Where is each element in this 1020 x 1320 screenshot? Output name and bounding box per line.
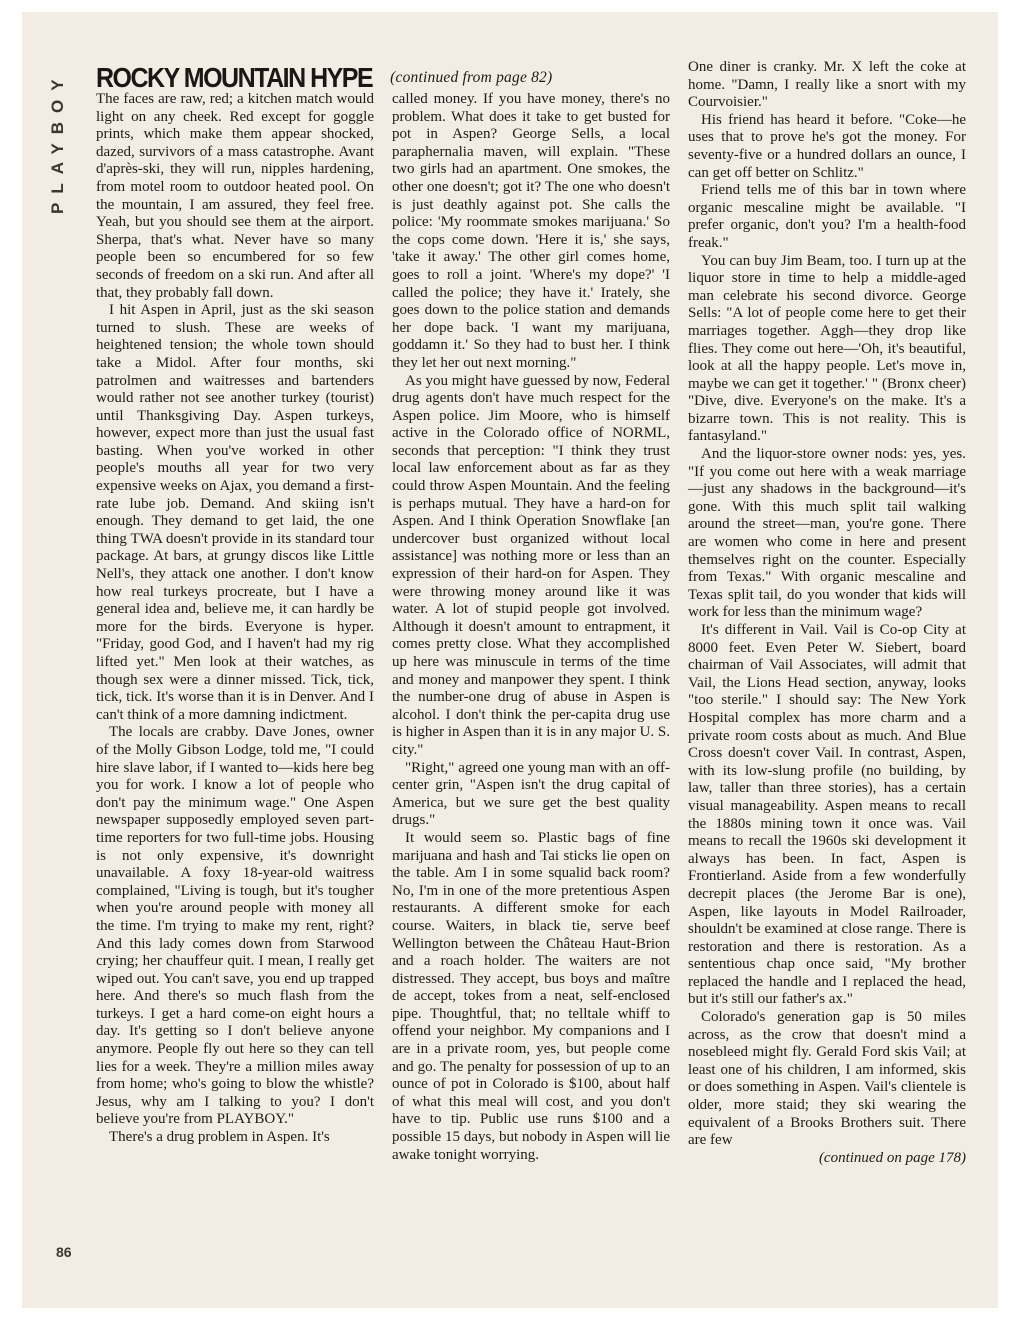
paragraph: Friend tells me of this bar in town where organic mescaline might be available. "I prefer organic, don't you? I'm a health-food freak." [688, 182, 966, 251]
magazine-vertical-title: PLAYBOY [48, 70, 67, 214]
text-column-3 [688, 59, 966, 1167]
paragraph: The faces are raw, red; a kitchen match would light on any cheek. Red except for goggle prints, which make them appear shocked, dazed, survivors of a mass catastrophe. Avant d'après-ski, they will run, nipples hardening, from motel room to outdoor heated pool. On the mountain, I am assured, they feel free. Yeah, but you should see them at the airport. Sherpa, that's what. Never have so many people been so encumbered for so few seconds of freedom on a ski run. And after all that, they probably fall down. [96, 91, 374, 301]
paragraph: His friend has heard it before. "Coke—he uses that to prove he's got the money. For seventy-five or a hundred dollars an ounce, I can get off better on Schlitz." [688, 111, 966, 181]
text-column-1 [96, 91, 374, 1147]
continued-from-note: (continued from page 82) [390, 69, 553, 86]
paragraph: There's a drug problem in Aspen. It's [109, 1129, 330, 1146]
headline-row [96, 62, 553, 94]
page-number: 86 [56, 1244, 72, 1260]
paragraph: Colorado's generation gap is 50 miles across, as the crow that doesn't mind a nosebleed might fly. Gerald Ford skis Vail; at least one of his children, I am informed, skis or does something in Aspen. Vail's clientele is older, more staid; they ski wearing the equivalent of a Brooks Brothers suit. There are few [688, 1009, 966, 1149]
text-column-2 [392, 91, 670, 1164]
paragraph: And the liquor-store owner nods: yes, yes. "If you come out here with a weak marriage—just any shadows in the background—it's gone. With this much split tail walking around the street—man, you're gone. There are women who come in here and present themselves right on the counter. Especially from Texas." With organic mescaline and Texas split tail, do you wonder that kids will work for less than the minimum wage? [688, 446, 966, 621]
paragraph: It's different in Vail. Vail is Co-op City at 8000 feet. Even Peter W. Siebert, board chairman of Vail Associates, will admit that Vail, the Lions Head section, anyway, looks "too sterile." I should say: The New York Hospital complex has more charm and a private room costs about as much. And Blue Cross doesn't cover Vail. In contrast, Aspen, with its low-slung profile (no building, by law, taller than three stories), has a certain visual manageability. Aspen means to recall the 1880s mining town it once was. Vail means to recall the 1960s ski development it always has been. In fact, Aspen is Frontierland. Aside from a few wonderfully decrepit places (the Jerome Bar is one), Aspen, like layouts in Model Railroader, shouldn't be examined at close range. There is restoration and there is restoration. As a sententious chap once said, "My brother replaced the handle and I replaced the head, but it's still our father's ax." [688, 622, 966, 1008]
paragraph: You can buy Jim Beam, too. I turn up at the liquor store in time to help a middle-aged man celebrate his second divorce. George Sells: "A lot of people come here to get their marriages together. Aggh—they drop like flies. They come out here—'Oh, it's beautiful, look at all the happy people. Let's move in, maybe we can get it together.' " (Bronx cheer) "Dive, dive. Everyone's on the make. It's a bizarre town. This is not reality. This is fantasyland." [688, 252, 966, 445]
magazine-page [22, 12, 998, 1308]
paragraph: One diner is cranky. Mr. X left the coke at home. "Damn, I really like a snort with my Courvoisier." [688, 59, 966, 111]
paragraph: As you might have guessed by now, Federal drug agents don't have much respect for the Aspen police. Jim Moore, who is himself active in the Colorado office of NORML, seconds that perception: "I think they trust local law enforcement about as far as they could throw Aspen Mountain. And the feeling is perhaps mutual. They have a hard-on for Aspen. And I think Operation Snowflake [an undercover bust organized without local assistance] was nothing more or less than an expression of their hard-on for Aspen. They were throwing money around like it was water. A lot of stupid people got involved. Although it doesn't amount to entrapment, it comes pretty close. What they accomplished up here was minuscule in terms of the time and money and manpower they spent. I think the number-one drug of abuse in Aspen is alcohol. I don't think the per-capita drug use is higher in Aspen than it is in any major U. S. city." [392, 372, 670, 758]
paragraph: called money. If you have money, there's no problem. What does it take to get busted for pot in Aspen? George Sells, a local paraphernalia maven, will explain. "These two girls had an apartment. One smokes, the other one doesn't; got it? The one who doesn't is just deathly against pot. She calls the police: 'My roommate smokes marijuana.' So the cops come down. 'Here it is,' she says, 'take it away.' The other girl comes home, goes to roll a joint. 'Where's my dope?' 'I called the police; they have it.' Irately, she goes down to the police station and demands her dope back. 'I want my marijuana, goddamn it.' So they had to bust her. I think they let her out next morning." [392, 91, 670, 371]
continued-on-note: (continued on page 178) [818, 1149, 966, 1166]
paragraph: I hit Aspen in April, just as the ski season turned to slush. These are weeks of heightened tension; the whole town should take a Midol. After four months, ski patrolmen and waitresses and bartenders would rather not see another turkey (tourist) until Thanksgiving Day. Aspen turkeys, however, expect more than just the usual fast basting. When you've worked in other people's mouths all year for two very expensive weeks on Ajax, you demand a first-rate lube job. Demand. And skiing isn't enough. They demand to get laid, the one thing TWA doesn't provide in its standard tour package. At bars, at grungy discos like Little Nell's, they attack one another. I don't know how real turkeys procreate, but I have a general idea and, believe me, it can hardly be more for the birds. Everyone is hyper. "Friday, good God, and I haven't had my rig lifted yet." Men look at their watches, as though sex were a dinner missed. Tick, tick, tick, tick. It's worse than it is in Denver. And I can't think of a more damning indictment. [96, 302, 374, 723]
article-headline: ROCKY MOUNTAIN HYPE [96, 62, 373, 94]
paragraph: "Right," agreed one young man with an off-center grin, "Aspen isn't the drug capital of America, but we sure get the best quality drugs." [392, 759, 670, 829]
paragraph: The locals are crabby. Dave Jones, owner of the Molly Gibson Lodge, told me, "I could hire slave labor, if I wanted to—kids here beg you for work. I know a lot of people who don't pay the minimum wage." One Aspen newspaper supposedly employed seven part-time reporters for two full-time jobs. Housing is not only expensive, it's downright unavailable. A foxy 18-year-old waitress complained, "Living is tough, but it's tougher when you're around people with money all the time. I'm trying to make my rent, right? And this lady comes down from Starwood crying; her chauffeur quit. I mean, I really get wiped out. You can't save, you end up trapped here. And there's so much flash from the turkeys. I get a hard come-on eight hours a day. It's getting so I don't believe anyone anymore. People fly out here so they can tell lies for a week. They're a million miles away from home; who's going to blow the whistle? Jesus, why am I talking to you? I don't believe you're from PLAYBOY." [96, 724, 374, 1128]
paragraph: It would seem so. Plastic bags of fine marijuana and hash and Tai sticks lie open on the table. Am I in some squalid back room? No, I'm in one of the more pretentious Aspen restaurants. A different smoke for each course. Waiters, in black tie, serve beef Wellington between the Château Haut-Brion and a roach holder. The waiters are not distressed. They accept, bus boys and maître de accept, tokes from a neat, self-enclosed pipe. Thoughtful, that; no telltale whiff to offend your neighbor. My companions and I are in a private room, yes, but people come and go. The penalty for possession of up to an ounce of pot in Colorado is $100, about half of what this meal will cost, and you don't have to tip. Public use runs $100 and a possible 15 days, but nobody in Aspen will lie awake tonight worrying. [392, 829, 670, 1163]
